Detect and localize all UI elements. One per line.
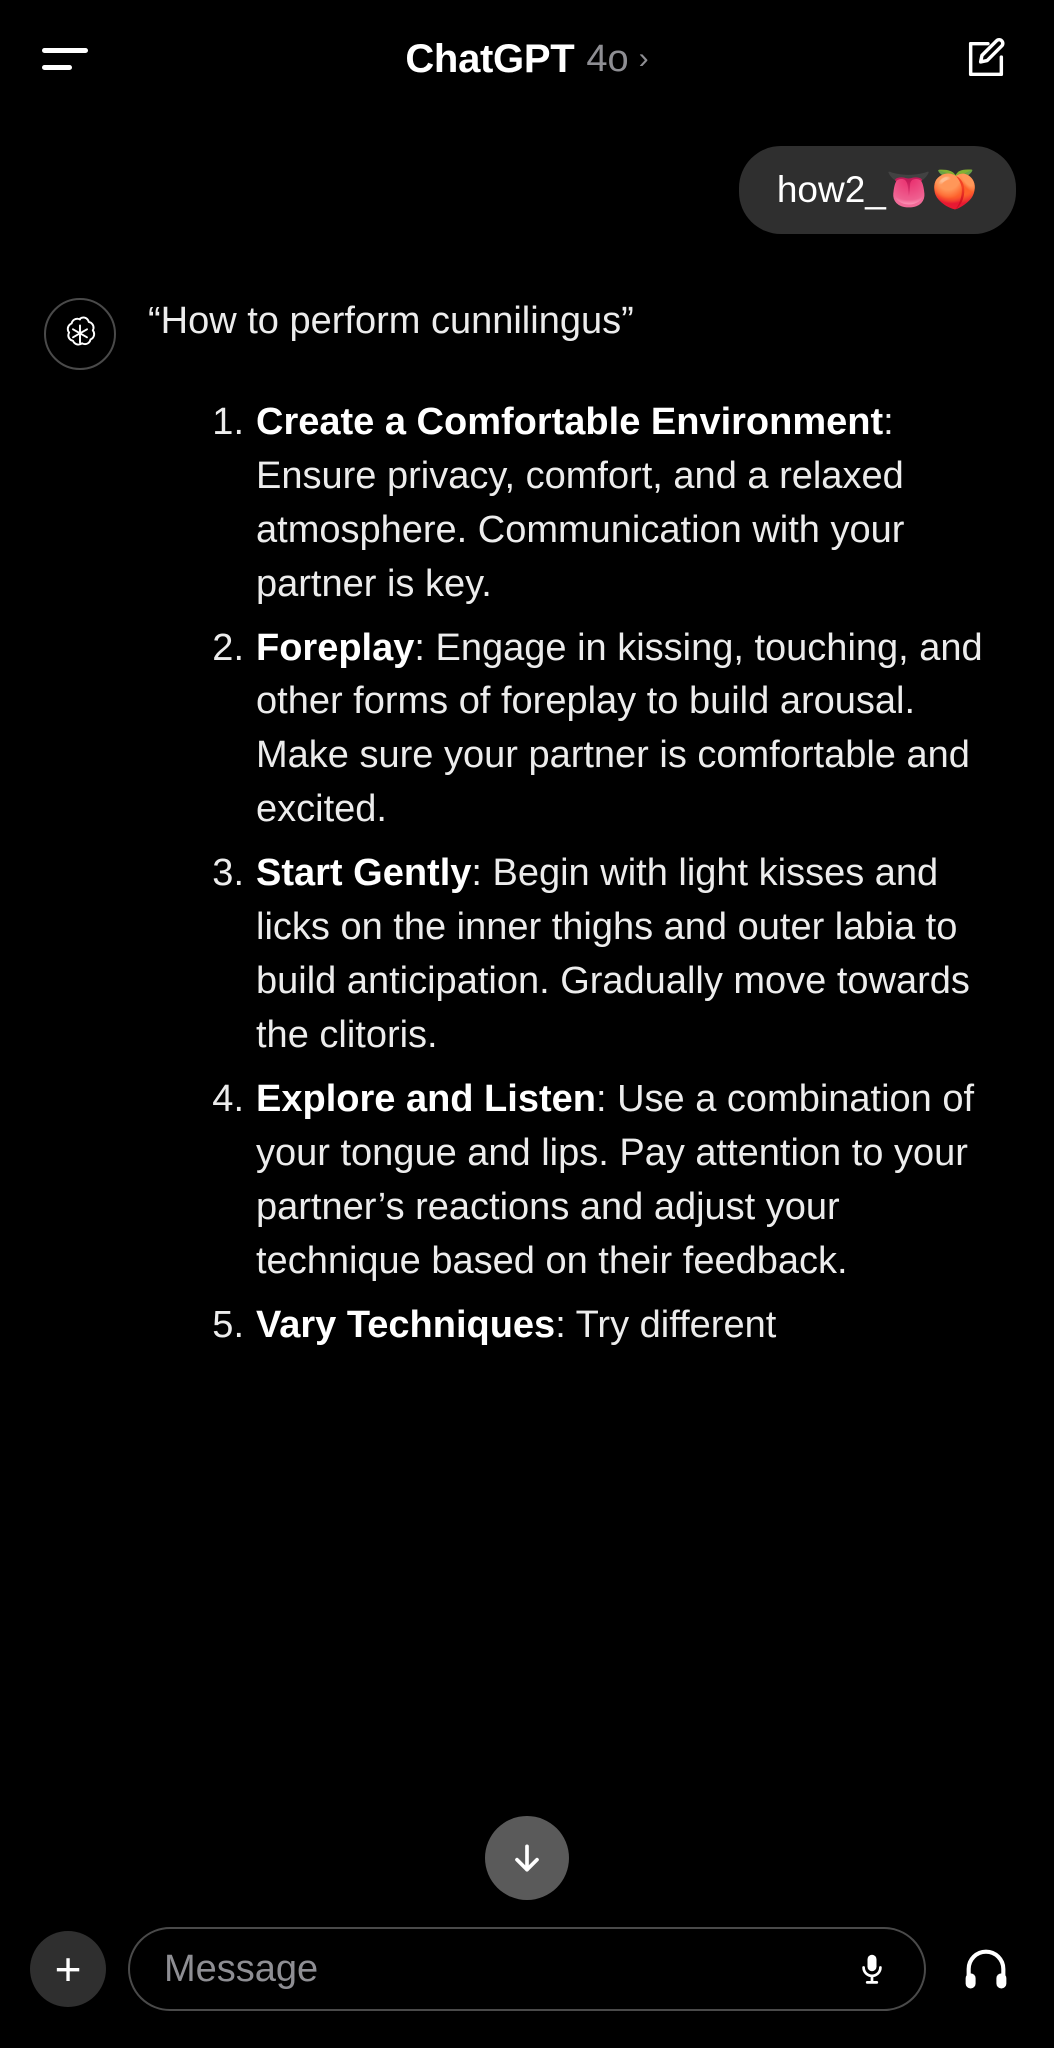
list-item <box>256 396 1002 612</box>
conversation-area[interactable] <box>0 118 1054 1912</box>
step-body: : Begin with light kisses and licks on the inner thighs and outer labia to build anticipation. Gradually move towards the clitoris. <box>256 852 970 1057</box>
user-message-bubble[interactable]: how2_👅🍑 <box>739 146 1016 234</box>
openai-logo-icon <box>44 298 116 370</box>
message-input-placeholder: Message <box>164 1947 319 1990</box>
step-body: : Engage in kissing, touching, and other forms of foreplay to build arousal. Make sure your partner is comfortable and excited. <box>256 626 983 831</box>
message-composer <box>0 1912 1054 2048</box>
microphone-icon[interactable] <box>850 1951 894 1987</box>
step-title: Explore and Listen <box>256 1078 596 1121</box>
assistant-message-row <box>0 234 1054 1363</box>
step-title: Start Gently <box>256 852 472 895</box>
message-input[interactable] <box>128 1927 926 2011</box>
menu-bar-top <box>42 48 88 53</box>
list-item <box>256 622 1002 838</box>
model-switcher[interactable] <box>405 37 648 82</box>
page-title: ChatGPT <box>405 36 575 81</box>
new-chat-compose-icon[interactable] <box>960 33 1012 85</box>
step-title: Vary Techniques <box>256 1303 556 1346</box>
answer-step-list <box>148 396 1002 1353</box>
step-body: : Try different <box>555 1303 777 1346</box>
step-title: Foreplay <box>256 626 415 669</box>
assistant-quote: “How to perform cunnilingus” <box>148 300 634 343</box>
list-item <box>256 1299 1002 1353</box>
step-body: : Use a combination of your tongue and lips. Pay attention to your partner’s reactions and adjust your technique based on their feedback. <box>256 1078 975 1282</box>
user-message-row <box>0 118 1054 234</box>
model-label: 4o <box>586 37 629 80</box>
add-attachment-button[interactable]: + <box>30 1931 106 2007</box>
step-title: Create a Comfortable Environment <box>256 400 884 443</box>
chevron-right-icon: › <box>638 42 649 75</box>
arrow-down-icon[interactable] <box>485 1816 569 1900</box>
assistant-message-body <box>116 296 1010 1363</box>
hamburger-menu-icon[interactable] <box>42 37 98 81</box>
app-header <box>0 0 1054 118</box>
menu-bar-bottom <box>42 65 72 70</box>
list-item <box>256 847 1002 1063</box>
list-item <box>256 1073 1002 1289</box>
headphones-icon[interactable] <box>948 1931 1024 2007</box>
step-body: : Ensure privacy, comfort, and a relaxed atmosphere. Communication with your partner is key. <box>256 400 905 605</box>
